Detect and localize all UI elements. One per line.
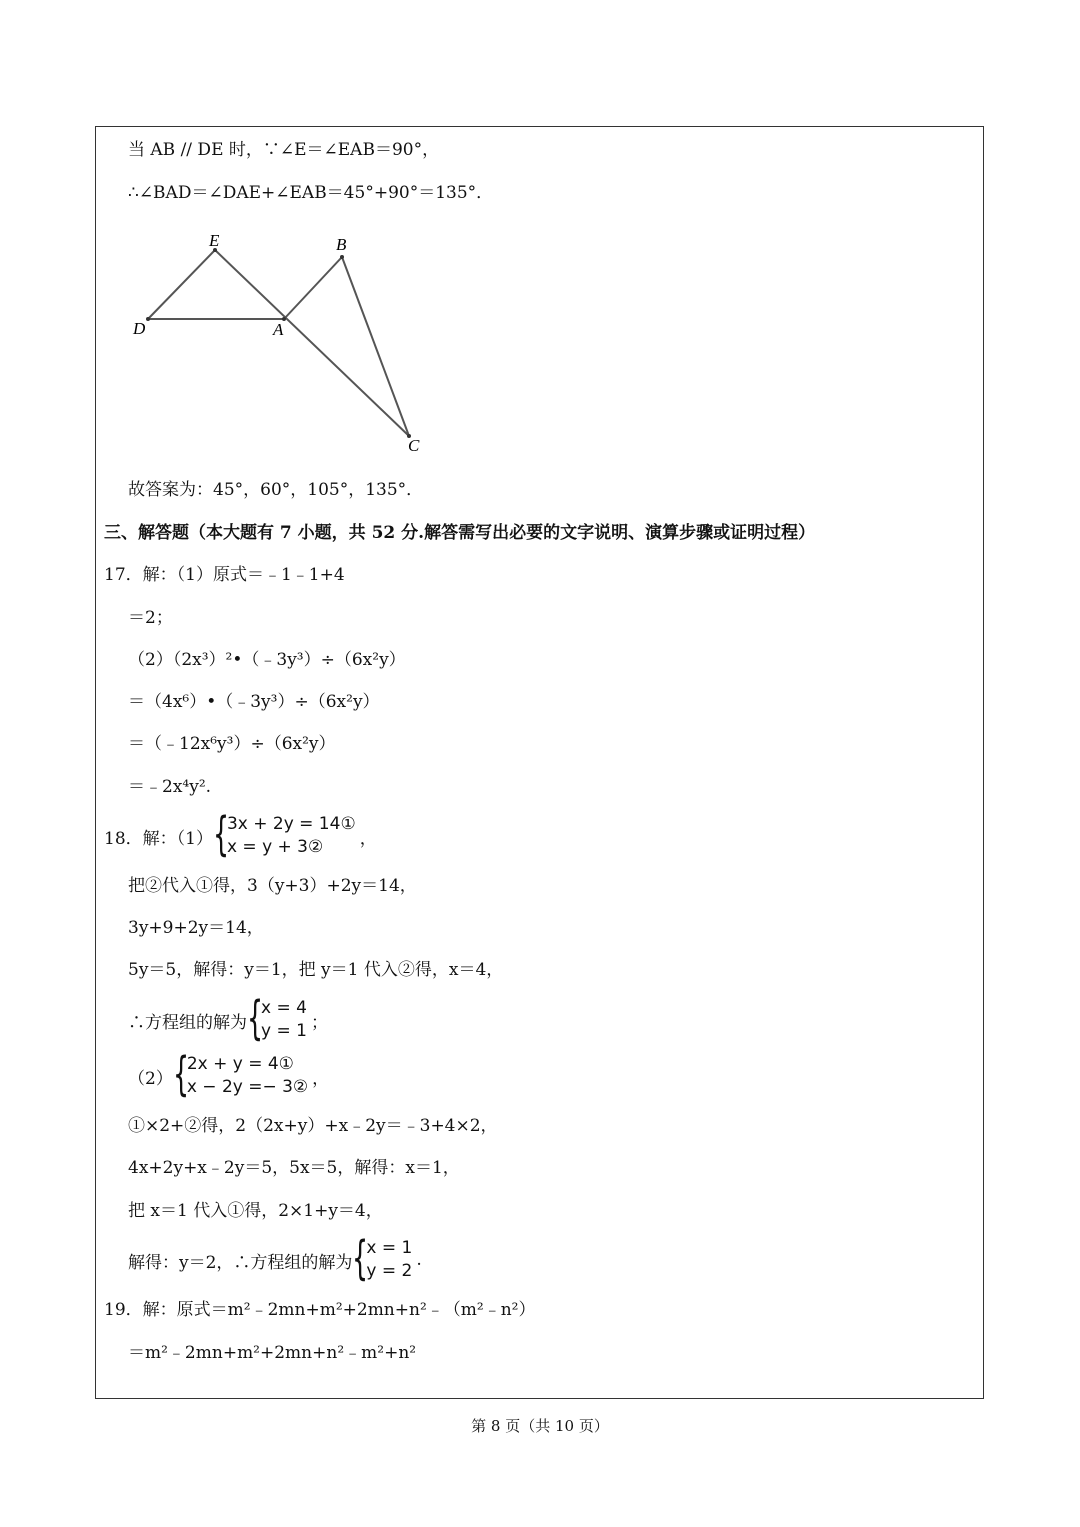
- text-line: ∴方程组的解为: [128, 1012, 247, 1033]
- text-line: ＝（4x⁶）•（﹣3y³）÷（6x²y）: [128, 692, 380, 712]
- text-line: 把 x＝1 代入①得，2×1+y＝4，: [128, 1201, 383, 1221]
- text-line: 5y＝5，解得：y＝1，把 y＝1 代入②得，x＝4，: [128, 960, 504, 980]
- equation-system: [128, 1231, 422, 1285]
- page-footer: 第 8 页（共 10 页）: [471, 1417, 609, 1435]
- text-line: ＝（﹣12x⁶y³）÷（6x²y）: [128, 734, 336, 754]
- punctuation: ；: [310, 1012, 328, 1033]
- text-line: ∴∠BAD＝∠DAE+∠EAB＝45°+90°＝135°．: [128, 183, 494, 203]
- segment-ab: [284, 257, 342, 319]
- punctuation: ，: [359, 828, 377, 849]
- equation-row: y = 1: [261, 1021, 307, 1041]
- equation-system: [104, 807, 377, 861]
- label-b: B: [336, 235, 347, 254]
- text-line: 19．解：原式＝m²﹣2mn+m²+2mn+n²﹣（m²﹣n²）: [104, 1300, 536, 1320]
- label-c: C: [408, 436, 420, 455]
- text-line: （2）: [128, 1068, 173, 1089]
- text-line: 当 AB // DE 时，∵∠E＝∠EAB＝90°，: [128, 140, 440, 160]
- text-line: 3y+9+2y＝14，: [128, 918, 264, 938]
- equation-system: [128, 1047, 330, 1101]
- text-line: ①×2+②得，2（2x+y）+x﹣2y＝﹣3+4×2，: [128, 1116, 498, 1136]
- brace-icon: {: [172, 1047, 189, 1101]
- segment-bc: [342, 257, 409, 436]
- equation-row: x = 1: [366, 1238, 413, 1258]
- text-line: ＝m²﹣2mn+m²+2mn+n²﹣m²+n²: [128, 1343, 417, 1363]
- label-d: D: [133, 319, 146, 338]
- point-b: [340, 255, 344, 259]
- text-line: 17．解：（1）原式＝﹣1﹣1+4: [104, 565, 345, 585]
- equation-row: x = 4: [261, 998, 307, 1018]
- segment-de: [148, 250, 215, 319]
- equation-system: [128, 991, 328, 1045]
- text-line: 18．解：（1）: [104, 828, 213, 849]
- brace-icon: {: [352, 1231, 369, 1285]
- text-line: ＝2；: [128, 608, 173, 628]
- equation-row: 2x + y = 4①: [186, 1054, 294, 1074]
- punctuation: ，: [312, 1068, 330, 1089]
- equation-row: y = 2: [366, 1261, 413, 1281]
- segment-ec: [215, 250, 409, 436]
- brace-icon: {: [247, 991, 264, 1045]
- label-e: E: [209, 231, 220, 250]
- section-heading: 三、解答题（本大题有 7 小题，共 52 分.解答需写出必要的文字说明、演算步骤或证明过程）: [104, 523, 816, 543]
- equation-row: x − 2y =− 3②: [186, 1077, 309, 1097]
- text-line: 解得：y＝2，∴方程组的解为: [128, 1252, 353, 1273]
- point-d: [146, 317, 150, 321]
- punctuation: .: [416, 1250, 422, 1270]
- brace-icon: {: [212, 807, 230, 861]
- text-line: （2）（2x³）²•（﹣3y³）÷（6x²y）: [128, 650, 406, 670]
- text-line: 故答案为：45°，60°，105°，135°．: [128, 480, 424, 500]
- label-a: A: [273, 320, 284, 339]
- geometry-figure: [128, 222, 428, 462]
- equation-row: x = y + 3②: [226, 837, 324, 857]
- text-line: ＝﹣2x⁴y².: [128, 777, 212, 797]
- text-line: 4x+2y+x﹣2y＝5，5x＝5，解得：x＝1，: [128, 1158, 460, 1178]
- text-line: 把②代入①得，3（y+3）+2y＝14，: [128, 876, 417, 896]
- equation-row: 3x + 2y = 14①: [226, 814, 356, 834]
